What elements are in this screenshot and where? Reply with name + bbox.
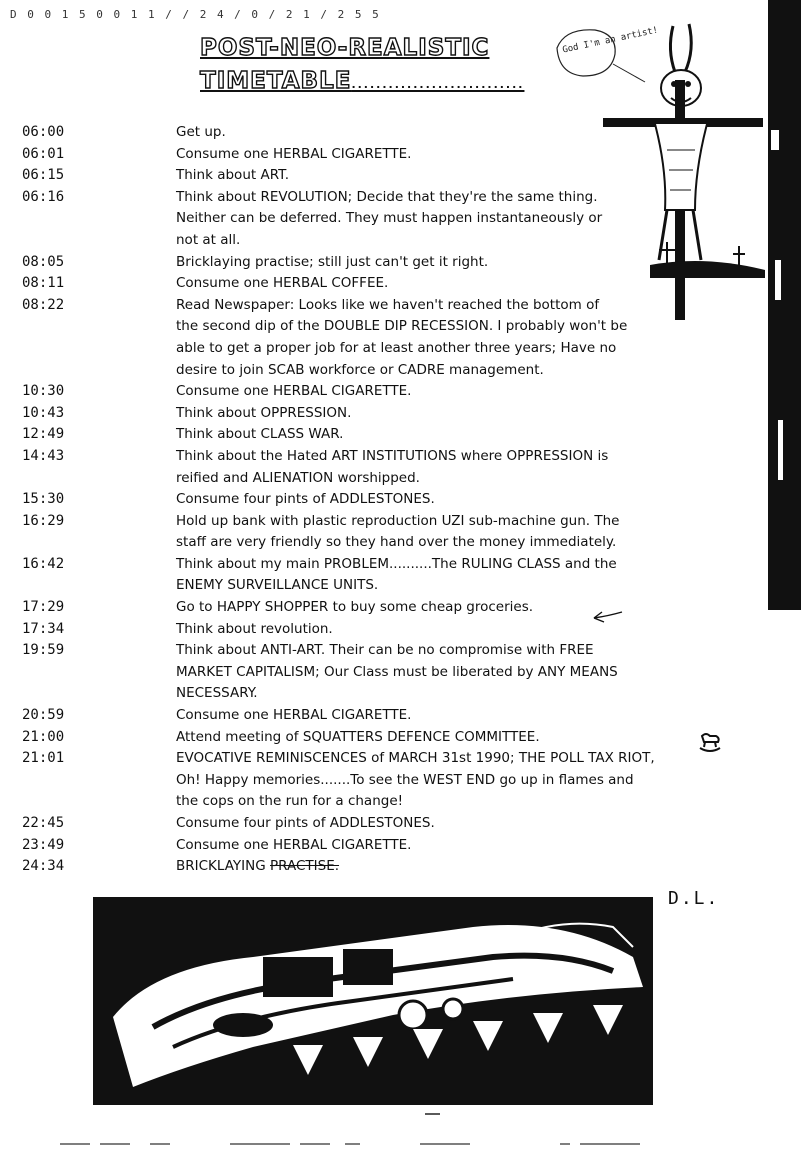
scan-bottom-marks: [0, 1110, 801, 1153]
timetable-entry: [22, 381, 732, 403]
entry-text-plain: BRICKLAYING: [176, 858, 270, 875]
timetable-entry: [22, 727, 732, 749]
right-edge-scan-strip: [762, 0, 801, 610]
entry-text: Consume one HERBAL CIGARETTE.: [176, 836, 412, 853]
entry-text: Consume one HERBAL COFFEE.: [176, 275, 389, 292]
timetable-entry: [22, 597, 732, 619]
title-line-1: POST-NEO-REALISTIC: [200, 35, 490, 61]
entry-text-struck: PRACTISE.: [270, 858, 340, 875]
entry-time: 10:30: [22, 383, 65, 400]
entry-time: 08:22: [22, 296, 65, 313]
timetable-entry: [22, 813, 732, 835]
entry-time: 15:30: [22, 491, 65, 508]
timetable-entry: [22, 489, 732, 511]
entry-text: Consume one HERBAL CIGARETTE.: [176, 145, 412, 162]
entry-time: 16:29: [22, 512, 65, 529]
title-trailing-dots: ............................: [351, 78, 525, 91]
timetable-entry: [22, 446, 732, 489]
cartoon-caption: God I'm an artist!: [561, 25, 660, 56]
entry-time: 14:43: [22, 447, 65, 464]
page-title: [200, 32, 524, 101]
entry-text: Read Newspaper: Looks like we haven't reached the bottom of the second dip of the DOUBLE DIP RECESSION. I probably won't be able to get a proper job for at least another three years; Have no desire to join SCAB workforce or CADRE management.: [176, 296, 628, 378]
entry-text: Get up.: [176, 124, 226, 140]
timetable: [22, 122, 732, 878]
entry-time: 06:15: [22, 167, 65, 184]
entry-time: 06:01: [22, 145, 65, 162]
timetable-entry: [22, 748, 732, 813]
entry-text: Think about OPPRESSION.: [176, 404, 352, 421]
train-collage-image: [93, 897, 653, 1105]
title-line-2: [200, 65, 524, 101]
timetable-entry: [22, 165, 732, 187]
timetable-entry: [22, 144, 732, 166]
entry-text: Think about ANTI-ART. Their can be no compromise with FREE MARKET CAPITALISM; Our Class must be liberated by ANY MEANS NECESSARY.: [176, 642, 618, 702]
entry-time: 22:45: [22, 815, 65, 831]
entry-text: Think about the Hated ART INSTITUTIONS where OPPRESSION is reified and ALIENATION worshipped.: [176, 447, 609, 486]
entry-time: 24:34: [22, 858, 65, 875]
entry-time: 21:00: [22, 728, 65, 745]
timetable-entry: [22, 273, 732, 295]
timetable-entry: [22, 295, 732, 381]
entry-time: 17:29: [22, 599, 65, 616]
entry-text: Think about REVOLUTION; Decide that they're the same thing. Neither can be deferred. They must happen instantaneously or not at all.: [176, 188, 603, 248]
timetable-entry: [22, 187, 732, 252]
entry-text: Attend meeting of SQUATTERS DEFENCE COMMITTEE.: [176, 728, 540, 745]
timetable-entry: [22, 835, 732, 857]
entry-time: 06:16: [22, 188, 65, 205]
entry-time: 08:11: [22, 275, 65, 292]
entry-text: [176, 856, 732, 878]
timetable-entry-last: [22, 856, 732, 878]
entry-time: 20:59: [22, 707, 65, 724]
entry-time: 19:59: [22, 642, 65, 659]
entry-time: 21:01: [22, 750, 65, 767]
entry-text: Hold up bank with plastic reproduction UZI sub-machine gun. The staff are very friendly so they hand over the money immediately.: [176, 512, 620, 551]
entry-time: 16:42: [22, 555, 65, 572]
timetable-entry: [22, 619, 732, 641]
entry-text: Consume one HERBAL CIGARETTE.: [176, 707, 412, 724]
rocking-horse-icon: [698, 730, 722, 752]
entry-text: Bricklaying practise; still just can't get it right.: [176, 253, 489, 270]
entry-text: Consume four pints of ADDLESTONES.: [176, 815, 435, 831]
timetable-entry: [22, 122, 732, 144]
entry-time: 08:05: [22, 253, 65, 270]
author-initials: D.L.: [668, 888, 720, 909]
timetable-entry: [22, 554, 732, 597]
entry-text: Think about my main PROBLEM..........The RULING CLASS and the ENEMY SURVEILLANCE UNITS.: [176, 555, 617, 594]
entry-text: Go to HAPPY SHOPPER to buy some cheap groceries.: [176, 599, 534, 616]
timetable-entry: [22, 511, 732, 554]
entry-time: 17:34: [22, 620, 65, 637]
timetable-entry: [22, 252, 732, 274]
entry-text: Think about revolution.: [176, 620, 333, 637]
timetable-entry: [22, 640, 732, 705]
title-line-2-text: TIMETABLE: [200, 68, 352, 94]
entry-text: EVOCATIVE REMINISCENCES of MARCH 31st 1990; THE POLL TAX RIOT, Oh! Happy memories.......To see the WEST END go up in flames and the cops on the run for a change!: [176, 750, 655, 810]
timetable-entry: [22, 403, 732, 425]
entry-text: Consume one HERBAL CIGARETTE.: [176, 383, 412, 400]
fax-header-line: D 0 0 1 5 0 0 1 1 / / 2 4 / 0 / 2 1 / 2 5 5: [10, 8, 381, 21]
entry-text: Think about ART.: [176, 167, 290, 184]
entry-time: 06:00: [22, 124, 65, 140]
timetable-entry: [22, 705, 732, 727]
entry-time: 12:49: [22, 426, 65, 443]
entry-text: Think about CLASS WAR.: [176, 426, 344, 443]
hand-drawn-arrow-icon: [590, 608, 624, 624]
timetable-entry: [22, 424, 732, 446]
entry-time: 10:43: [22, 404, 65, 421]
entry-time: 23:49: [22, 836, 65, 853]
entry-text: Consume four pints of ADDLESTONES.: [176, 491, 435, 508]
